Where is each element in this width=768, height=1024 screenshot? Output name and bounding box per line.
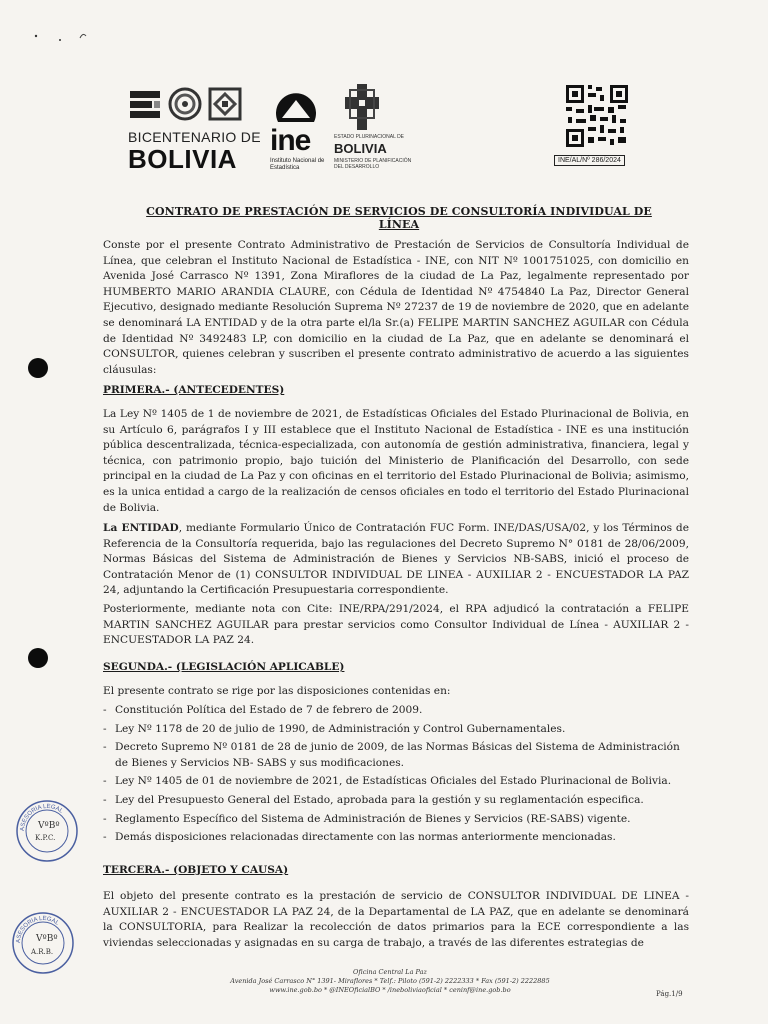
footer-address: Avenida José Carrasco N° 1391- Miraflores * Telf.: Piloto (591-2) 2222333 * Fax (591-2) 2222885 xyxy=(230,977,550,985)
page-number: Pág.1/9 xyxy=(656,990,683,998)
list-item: - Reglamento Específico del Sistema de Administración de Bienes y Servicios (RE-SABS) vigente. xyxy=(103,812,689,828)
legislation-list xyxy=(103,703,689,849)
primera-paragraph-2 xyxy=(103,521,689,599)
punch-hole xyxy=(28,358,48,378)
ine-mountain-icon xyxy=(270,84,322,124)
entidad-bold: La ENTIDAD xyxy=(103,522,179,534)
list-item: - Decreto Supremo Nº 0181 de 28 de junio de 2009, de las Normas Básicas del Sistema de Administración de Bienes y Servicios NB- SABS y sus modificaciones. xyxy=(103,740,689,771)
list-item: - Demás disposiciones relacionadas directamente con las normas anteriormente mencionadas. xyxy=(103,830,689,846)
bicentenario-emblem-icon xyxy=(128,86,248,122)
legal-stamp-1 xyxy=(14,798,80,864)
estado-logo xyxy=(334,82,414,172)
ministerio-label: MINISTERIO DE PLANIFICACIÓN DEL DESARROLLO xyxy=(334,158,412,170)
primera-paragraph-3: Posteriormente, mediante nota con Cite: INE/RPA/291/2024, el RPA adjudicó la contratación a FELIPE MARTIN SANCHEZ AGUILAR para prestar servicios como Consultor Individual de Línea - AUXILIAR 2 - ENCUESTADOR LA PAZ 24. xyxy=(103,603,689,647)
tercera-paragraph: El objeto del presente contrato es la prestación de servicio de CONSULTOR INDIVIDUAL DE LINEA - AUXILIAR 2 - ENCUESTADOR LA PAZ 24, de la Departamental de LA PAZ, que en adelante se denominará la CONSULTORIA, para Realizar la recolección de datos primarios para la ECE correspondiente a las viviendas seleccionadas y asignadas en su carga de trabajo, a través de las diferentes estrategias de xyxy=(103,890,689,949)
intro-paragraph: Conste por el presente Contrato Administrativo de Prestación de Servicios de Consultoría Individual de Línea, que celebran el Instituto Nacional de Estadística - INE, con NIT Nº 1001751025, con domicilio en Avenida José Carrasco Nº 1391, Zona Miraflores de la ciudad de La Paz, legalmente representado por HUMBERTO MARIO ARANDIA CLAURE, con Cédula de Identidad Nº 4754840 La Paz, Director General Ejecutivo, designado mediante Resolución Suprema Nº 27237 de 19 de noviembre de 2020, que en adelante se denominará LA ENTIDAD y de la otra parte el/la Sr.(a) FELIPE MARTIN SANCHEZ AGUILAR con Cédula de Identidad Nº 3492483 LP, con domicilio en la ciudad de La Paz, que en adelante se denominará el CONSULTOR, quienes celebran y suscriben el presente contrato administrativo de acuerdo a las siguientes cláusulas: xyxy=(103,239,689,376)
list-item: - Ley Nº 1405 de 01 de noviembre de 2021, de Estadísticas Oficiales del Estado Plurinacional de Bolivia. xyxy=(103,774,689,790)
ine-subtitle: Instituto Nacional de Estadística xyxy=(270,158,325,171)
estado-bolivia-label: BOLIVIA xyxy=(334,141,387,156)
svg-text:VºBº: VºBº xyxy=(38,821,60,831)
contract-reference: INE/AL/Nº 286/2024 xyxy=(554,155,625,166)
list-item: - Constitución Política del Estado de 7 de febrero de 2009. xyxy=(103,703,689,719)
footer-office: Oficina Central La Paz xyxy=(353,968,427,976)
estado-small-label: ESTADO PLURINACIONAL DE xyxy=(334,134,405,140)
primera-paragraph-1: La Ley Nº 1405 de 1 de noviembre de 2021, de Estadísticas Oficiales del Estado Plurinacional de Bolivia, en su Artículo 6, parágrafos I y III establece que el Instituto Nacional de Estadística - INE es una institución pública descentralizada, técnica-especializada, con autonomía de gestión administrativa, financiera, legal y técnica, con patrimonio propio, bajo tuición del Ministerio de Planificación del Desarrollo, con sede principal en la ciudad de La Paz y con oficinas en el territorio del Estado Plurinacional de Bolivia; asimismo, es la unica entidad a cargo de la realización de censos oficiales en todo el territorio del Estado Plurinacional de Bolivia. xyxy=(103,408,689,514)
chakana-icon xyxy=(342,82,382,132)
primera-paragraph-2-text: , mediante Formulario Único de Contratación FUC Form. INE/DAS/USA/02, y los Términos de Referencia de la Consultoría requerida, bajo las regulaciones del Decreto Supremo N° 0181 de 28/06/2009, Normas Básicas del Sistema de Administración de Bienes y Servicios NB-SABS, inició el proceso de Contratación Menor de (1) CONSULTOR INDIVIDUAL DE LINEA - AUXILIAR 2 - ENCUESTADOR LA PAZ 24, adjuntando la Certificación Presupuestaria correspondiente. xyxy=(103,522,689,597)
ine-logo xyxy=(270,84,326,174)
punch-hole xyxy=(28,648,48,668)
footer-contact: www.ine.gob.bo * @INEOficialBO * /ineboliviaoficial * ceninf@ine.gob.bo xyxy=(269,986,511,994)
bicentenario-logo xyxy=(128,86,261,174)
bolivia-label: BOLIVIA xyxy=(128,144,237,174)
svg-text:VºBº: VºBº xyxy=(36,934,58,944)
segunda-intro: El presente contrato se rige por las disposiciones contenidas en: xyxy=(103,685,451,697)
svg-text:K.P.C.: K.P.C. xyxy=(35,834,56,842)
tercera-heading: TERCERA.- (OBJETO Y CAUSA) xyxy=(103,864,289,876)
svg-text:A.R.B.: A.R.B. xyxy=(31,948,54,956)
primera-heading: PRIMERA.- (ANTECEDENTES) xyxy=(103,384,285,396)
ine-wordmark: ine xyxy=(270,124,311,157)
document-title: CONTRATO DE PRESTACIÓN DE SERVICIOS DE CONSULTORÍA INDIVIDUAL DE LÍNEA xyxy=(146,205,652,231)
bicentenario-label: BICENTENARIO DE xyxy=(128,129,261,145)
legal-stamp-2 xyxy=(10,910,76,976)
segunda-heading: SEGUNDA.- (LEGISLACIÓN APLICABLE) xyxy=(103,661,345,673)
svg-text:ASESORIA LEGAL: ASESORIA LEGAL xyxy=(19,803,64,832)
page-footer xyxy=(200,968,580,995)
qr-code-icon xyxy=(564,83,630,149)
qr-block xyxy=(554,83,640,173)
list-item: - Ley del Presupuesto General del Estado, aprobada para la gestión y su reglamentación especifica. xyxy=(103,793,689,809)
scan-marks xyxy=(20,18,90,48)
list-item: - Ley Nº 1178 de 20 de julio de 1990, de Administración y Control Gubernamentales. xyxy=(103,722,689,738)
svg-text:ASESORIA LEGAL: ASESORIA LEGAL xyxy=(15,915,60,944)
